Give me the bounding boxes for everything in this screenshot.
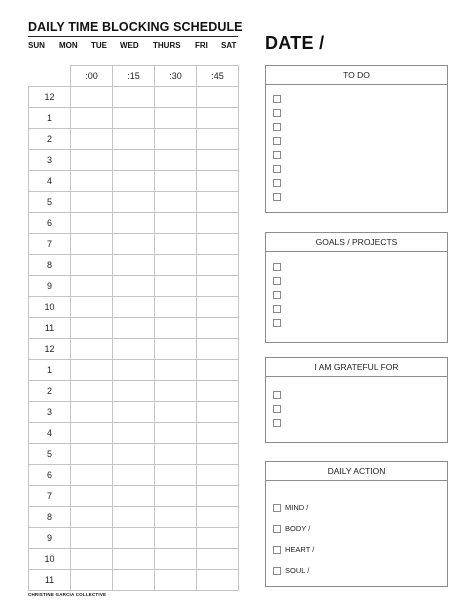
time-slot-cell[interactable] [113,276,155,297]
hour-row [29,129,239,150]
time-slot-cell[interactable] [197,402,239,423]
time-slot-cell[interactable] [155,339,197,360]
hour-row [29,465,239,486]
hour-row [29,570,239,591]
time-slot-cell[interactable] [113,234,155,255]
time-slot-cell[interactable] [155,528,197,549]
hour-row [29,360,239,381]
time-slot-cell[interactable] [71,486,113,507]
time-slot-cell[interactable] [113,87,155,108]
hour-row [29,318,239,339]
time-slot-cell[interactable] [197,213,239,234]
action-checkbox[interactable] [273,567,281,575]
todo-checkbox[interactable] [273,165,281,173]
time-slot-cell[interactable] [71,360,113,381]
hour-label: 9 [29,276,71,297]
time-slot-cell[interactable] [113,423,155,444]
hour-label: 10 [29,297,71,318]
hour-row [29,423,239,444]
action-item-mind[interactable] [273,499,309,513]
time-slot-cell[interactable] [155,423,197,444]
hour-label: 10 [29,549,71,570]
time-slot-cell[interactable] [71,318,113,339]
hour-row [29,234,239,255]
hour-label: 4 [29,171,71,192]
hour-row [29,213,239,234]
todo-checkbox[interactable] [273,193,281,201]
title-underline [28,36,238,37]
time-slot-cell[interactable] [113,108,155,129]
time-slot-cell[interactable] [71,297,113,318]
time-slot-cell[interactable] [113,465,155,486]
time-slot-cell[interactable] [71,171,113,192]
grateful-title: I AM GRATEFUL FOR [266,358,447,377]
goals-title: GOALS / PROJECTS [266,233,447,252]
hour-label: 8 [29,507,71,528]
hour-row [29,486,239,507]
time-slot-cell[interactable] [155,108,197,129]
hour-row [29,171,239,192]
time-slot-cell[interactable] [71,507,113,528]
time-slot-cell[interactable] [71,276,113,297]
time-slot-cell[interactable] [197,528,239,549]
hour-label: 1 [29,108,71,129]
time-slot-cell[interactable] [197,171,239,192]
hour-label: 9 [29,528,71,549]
time-slot-cell[interactable] [71,192,113,213]
time-slot-cell[interactable] [155,192,197,213]
time-slot-cell[interactable] [197,234,239,255]
time-slot-cell[interactable] [71,528,113,549]
time-slot-cell[interactable] [197,507,239,528]
time-slot-cell[interactable] [71,255,113,276]
day-wed[interactable]: WED [120,41,139,50]
time-slot-cell[interactable] [197,360,239,381]
daily-action-box [265,461,448,587]
grateful-box [265,357,448,443]
todo-checkbox[interactable] [273,95,281,103]
time-slot-cell[interactable] [197,444,239,465]
day-sun[interactable]: SUN [28,41,45,50]
days-of-week [28,41,240,53]
time-slot-cell[interactable] [71,444,113,465]
action-label: HEART / [285,545,315,555]
time-slot-cell[interactable] [113,171,155,192]
hour-row [29,444,239,465]
time-slot-cell[interactable] [155,255,197,276]
hour-label: 12 [29,339,71,360]
hour-label: 3 [29,402,71,423]
hour-row [29,276,239,297]
time-slot-cell[interactable] [113,297,155,318]
time-slot-cell[interactable] [113,213,155,234]
todo-checkbox[interactable] [273,109,281,117]
time-slot-cell[interactable] [71,570,113,591]
time-slot-cell[interactable] [197,339,239,360]
time-slot-cell[interactable] [155,171,197,192]
time-slot-cell[interactable] [71,549,113,570]
day-fri[interactable]: FRI [195,41,208,50]
hour-row [29,339,239,360]
time-slot-cell[interactable] [71,87,113,108]
minute-header: :00 [71,66,113,87]
hour-row [29,108,239,129]
action-checkbox[interactable] [273,546,281,554]
time-slot-cell[interactable] [155,213,197,234]
goals-box [265,232,448,343]
time-slot-cell[interactable] [71,339,113,360]
time-slot-cell[interactable] [113,528,155,549]
hour-row [29,507,239,528]
time-slot-cell[interactable] [197,381,239,402]
time-slot-cell[interactable] [197,276,239,297]
time-slot-cell[interactable] [113,339,155,360]
date-label: DATE / [265,33,325,53]
goals-checkbox[interactable] [273,277,281,285]
hour-label: 12 [29,87,71,108]
time-slot-cell[interactable] [113,486,155,507]
time-slot-cell[interactable] [71,108,113,129]
time-slot-cell[interactable] [197,465,239,486]
time-slot-cell[interactable] [113,255,155,276]
time-slot-cell[interactable] [197,423,239,444]
day-mon[interactable]: MON [59,41,78,50]
hour-label: 5 [29,192,71,213]
hour-row [29,87,239,108]
goals-checkbox[interactable] [273,291,281,299]
time-slot-cell[interactable] [197,192,239,213]
day-sat[interactable]: SAT [221,41,237,50]
time-slot-cell[interactable] [71,129,113,150]
hour-label: 6 [29,213,71,234]
hour-label: 4 [29,423,71,444]
time-slot-cell[interactable] [155,150,197,171]
time-slot-cell[interactable] [197,108,239,129]
hour-label: 3 [29,150,71,171]
time-slot-cell[interactable] [71,465,113,486]
minute-header: :15 [113,66,155,87]
hour-label: 2 [29,381,71,402]
time-block-grid [28,65,239,591]
time-slot-cell[interactable] [155,465,197,486]
time-slot-cell[interactable] [71,423,113,444]
goals-checkbox[interactable] [273,319,281,327]
time-slot-cell[interactable] [155,276,197,297]
hour-label: 2 [29,129,71,150]
action-label: SOUL / [285,566,310,576]
hour-label: 11 [29,570,71,591]
hour-label: 6 [29,465,71,486]
time-slot-cell[interactable] [113,549,155,570]
time-slot-cell[interactable] [71,234,113,255]
day-thurs[interactable]: THURS [153,41,181,50]
action-checkbox[interactable] [273,504,281,512]
time-slot-cell[interactable] [113,444,155,465]
brand-footer: CHRISTINE GARCIA COLLECTIVE [28,592,107,597]
action-item-heart[interactable] [273,541,315,555]
action-item-body[interactable] [273,520,311,534]
time-slot-cell[interactable] [155,360,197,381]
hour-row [29,150,239,171]
minute-header: :30 [155,66,197,87]
todo-box [265,65,448,213]
time-slot-cell[interactable] [155,444,197,465]
time-slot-cell[interactable] [197,297,239,318]
minute-header: :45 [197,66,239,87]
time-slot-cell[interactable] [197,318,239,339]
time-slot-cell[interactable] [155,570,197,591]
todo-checkbox[interactable] [273,137,281,145]
time-slot-cell[interactable] [71,150,113,171]
time-slot-cell[interactable] [155,486,197,507]
goals-checkbox[interactable] [273,263,281,271]
time-slot-cell[interactable] [155,402,197,423]
time-slot-cell[interactable] [155,129,197,150]
hour-row [29,255,239,276]
action-label: MIND / [285,503,309,513]
time-slot-cell[interactable] [113,507,155,528]
todo-checkbox[interactable] [273,151,281,159]
time-slot-cell[interactable] [197,486,239,507]
hour-label: 7 [29,486,71,507]
time-slot-cell[interactable] [113,318,155,339]
todo-title: TO DO [266,66,447,85]
time-slot-cell[interactable] [113,360,155,381]
time-slot-cell[interactable] [113,192,155,213]
action-checkbox[interactable] [273,525,281,533]
hour-row [29,549,239,570]
time-slot-cell[interactable] [71,213,113,234]
grid-corner [29,66,71,87]
hour-label: 7 [29,234,71,255]
grateful-checkbox[interactable] [273,391,281,399]
time-slot-cell[interactable] [113,150,155,171]
hour-row [29,297,239,318]
time-slot-cell[interactable] [155,381,197,402]
grateful-checkbox[interactable] [273,405,281,413]
time-slot-cell[interactable] [197,255,239,276]
goals-checkbox[interactable] [273,305,281,313]
daily-action-title: DAILY ACTION [266,462,447,481]
time-slot-cell[interactable] [155,87,197,108]
time-slot-cell[interactable] [113,381,155,402]
time-slot-cell[interactable] [197,87,239,108]
page-title: DAILY TIME BLOCKING SCHEDULE [28,20,243,34]
time-slot-cell[interactable] [155,318,197,339]
hour-row [29,381,239,402]
hour-label: 1 [29,360,71,381]
time-slot-cell[interactable] [155,549,197,570]
time-slot-cell[interactable] [113,570,155,591]
action-item-soul[interactable] [273,562,310,576]
hour-label: 5 [29,444,71,465]
todo-checkbox[interactable] [273,179,281,187]
time-slot-cell[interactable] [113,129,155,150]
time-slot-cell[interactable] [71,381,113,402]
hour-label: 11 [29,318,71,339]
hour-label: 8 [29,255,71,276]
time-slot-cell[interactable] [71,402,113,423]
grateful-checkbox[interactable] [273,419,281,427]
time-slot-cell[interactable] [155,297,197,318]
time-slot-cell[interactable] [155,234,197,255]
hour-row [29,402,239,423]
day-tue[interactable]: TUE [91,41,107,50]
time-slot-cell[interactable] [197,150,239,171]
hour-row [29,192,239,213]
time-slot-cell[interactable] [197,570,239,591]
hour-row [29,528,239,549]
time-slot-cell[interactable] [197,129,239,150]
time-slot-cell[interactable] [197,549,239,570]
todo-checkbox[interactable] [273,123,281,131]
action-label: BODY / [285,524,311,534]
time-slot-cell[interactable] [155,507,197,528]
time-slot-cell[interactable] [113,402,155,423]
